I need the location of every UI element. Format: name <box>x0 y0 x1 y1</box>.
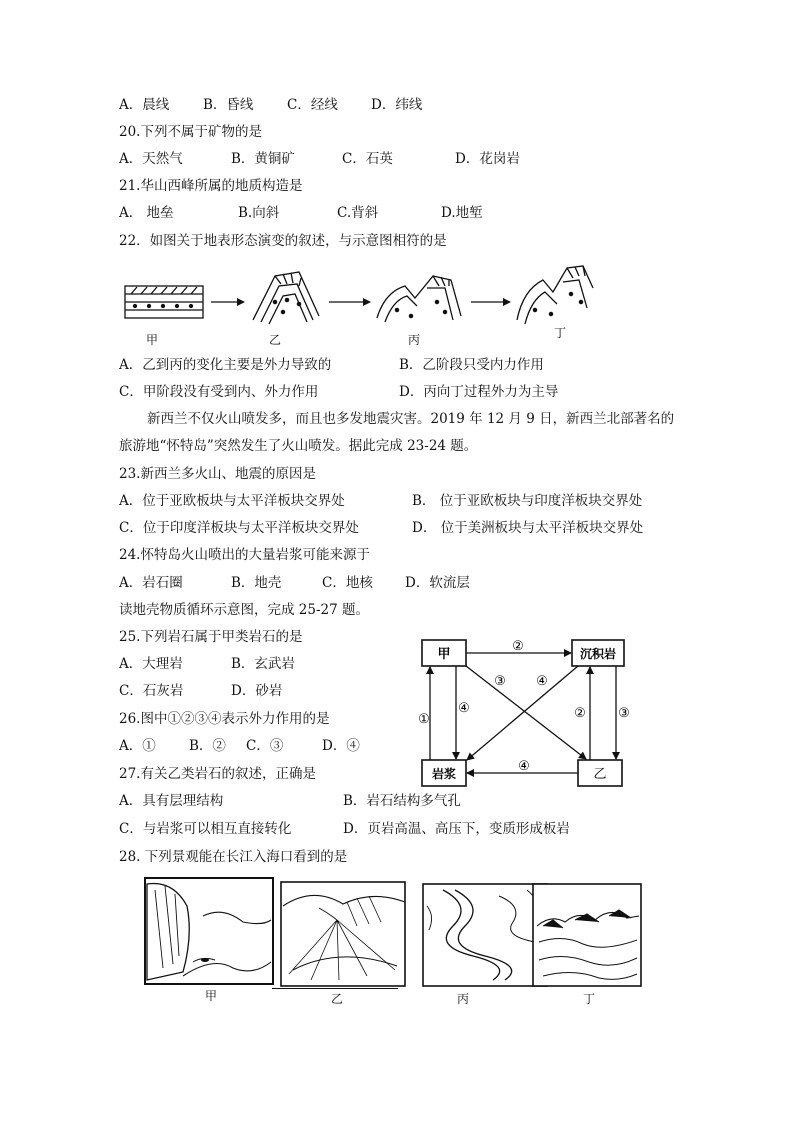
landform-evolution-figure <box>115 258 605 350</box>
arrow-label-top: ② <box>512 639 524 654</box>
q23-option-b: B． 位于亚欧板块与印度洋板块交界处 <box>412 493 643 509</box>
q25-stem: 25.下列岩石属于甲类岩石的是 <box>119 629 303 645</box>
q25-option-a: A．大理岩 <box>119 656 183 672</box>
q22-stem: 22．如图关于地表形态演变的叙述，与示意图相符的是 <box>119 233 447 249</box>
figure-label-yi: 乙 <box>269 333 282 347</box>
q24-option-d: D．软流层 <box>405 575 470 591</box>
landscape-panels <box>143 876 643 991</box>
q19-option-b: B．昏线 <box>203 97 254 113</box>
q21-stem: 21.华山西峰所属的地质构造是 <box>119 178 303 194</box>
stage-bing-eroded-fold <box>377 276 461 322</box>
arrow-label-left-outer: ① <box>418 712 430 727</box>
q21-option-a: A． 地垒 <box>119 205 174 221</box>
q21-option-c: C.背斜 <box>337 205 379 221</box>
q21-option-b: B.向斜 <box>238 205 280 221</box>
panel-bing-meanders <box>423 884 547 986</box>
q26-option-c: C．③ <box>246 738 284 754</box>
q26-option-a: A．① <box>119 738 156 754</box>
passage-line-2: 旅游地“怀特岛”突然发生了火山喷发。据此完成 23-24 题。 <box>119 438 478 454</box>
box-label-sedimentary-rock: 沉积岩 <box>579 647 617 661</box>
box-label-yi: 乙 <box>593 767 607 782</box>
panel-label-jia: 甲 <box>205 989 218 1003</box>
stage-ding-eroded-fold <box>517 266 593 324</box>
arrow-label-bottom: ④ <box>518 759 530 774</box>
stage-jia-strata <box>125 286 203 318</box>
figure-label-bing: 丙 <box>408 333 421 347</box>
q26-stem: 26.图中①②③④表示外力作用的是 <box>119 711 330 727</box>
q23-option-a: A．位于亚欧板块与太平洋板块交界处 <box>119 493 345 509</box>
q22-option-a: A．乙到丙的变化主要是外力导致的 <box>119 357 332 373</box>
q27-option-d: D．页岩高温、高压下，变质形成板岩 <box>343 821 570 837</box>
q27-option-a: A．具有层理结构 <box>119 793 224 809</box>
q27-stem: 27.有关乙类岩石的叙述，正确是 <box>119 766 316 782</box>
arrow-label-left-inner: ④ <box>458 701 470 716</box>
q20-option-c: C．石英 <box>342 151 393 167</box>
box-label-jia: 甲 <box>437 647 451 662</box>
q19-option-d: D．纬线 <box>371 97 423 113</box>
figure-label-ding: 丁 <box>554 326 567 340</box>
q22-option-c: C．甲阶段没有受到内、外力作用 <box>119 384 319 400</box>
q24-option-c: C．地核 <box>322 575 373 591</box>
figure-label-jia: 甲 <box>146 333 159 347</box>
q28-stem: 28. 下列景观能在长江入海口看到的是 <box>119 849 348 865</box>
q26-option-b: B．② <box>189 738 226 754</box>
q26-option-d: D．④ <box>322 738 360 754</box>
stage-yi-anticline <box>253 272 319 324</box>
panel-yi-alluvial-fan <box>281 882 405 986</box>
q22-option-b: B．乙阶段只受内力作用 <box>399 357 544 373</box>
panel-ding-dunes <box>533 884 641 986</box>
panel-label-ding: 丁 <box>583 992 596 1006</box>
q19-option-c: C．经线 <box>287 97 338 113</box>
q25-option-d: D．砂岩 <box>231 683 283 699</box>
q25-option-c: C．石灰岩 <box>119 683 184 699</box>
q21-option-d: D.地堑 <box>441 205 483 221</box>
box-label-magma: 岩浆 <box>431 767 457 781</box>
q23-option-d: D． 位于美洲板块与太平洋板块交界处 <box>412 520 644 536</box>
q22-option-d: D．丙向丁过程外力为主导 <box>399 384 559 400</box>
arrow-label-diag-down: ③ <box>494 674 506 689</box>
panel-label-yi: 乙 <box>331 992 344 1006</box>
q24-option-b: B．地壳 <box>231 575 282 591</box>
panel-label-bing: 丙 <box>457 992 470 1006</box>
q20-stem: 20.下列不属于矿物的是 <box>119 124 262 140</box>
arrow-label-diag-up: ④ <box>536 674 548 689</box>
q20-option-a: A．天然气 <box>119 151 183 167</box>
q23-option-c: C．位于印度洋板块与太平洋板块交界处 <box>119 520 359 536</box>
passage-line-1: 新西兰不仅火山喷发多，而且也多发地震灾害。2019 年 12 月 9 日，新西兰北部著名的 <box>147 411 675 427</box>
arrow-label-right-outer: ③ <box>618 706 630 721</box>
q25-option-b: B．玄武岩 <box>231 656 295 672</box>
q27-option-c: C．与岩浆可以相互直接转化 <box>119 821 292 837</box>
q23-stem: 23.新西兰多火山、地震的原因是 <box>119 466 316 482</box>
q19-option-a: A．晨线 <box>119 97 170 113</box>
rock-cycle-diagram <box>400 630 650 795</box>
q24-option-a: A．岩石圈 <box>119 575 183 591</box>
q20-option-d: D．花岗岩 <box>455 151 520 167</box>
panel-jia-canyon <box>145 878 273 984</box>
q20-option-b: B．黄铜矿 <box>231 151 295 167</box>
divider-line <box>272 988 398 989</box>
arrow-label-right-inner: ② <box>574 706 586 721</box>
q24-stem: 24.怀特岛火山喷出的大量岩浆可能来源于 <box>119 547 370 563</box>
intro-25-27: 读地壳物质循环示意图，完成 25-27 题。 <box>119 602 370 618</box>
q27-option-b: B．岩石结构多气孔 <box>343 793 461 809</box>
